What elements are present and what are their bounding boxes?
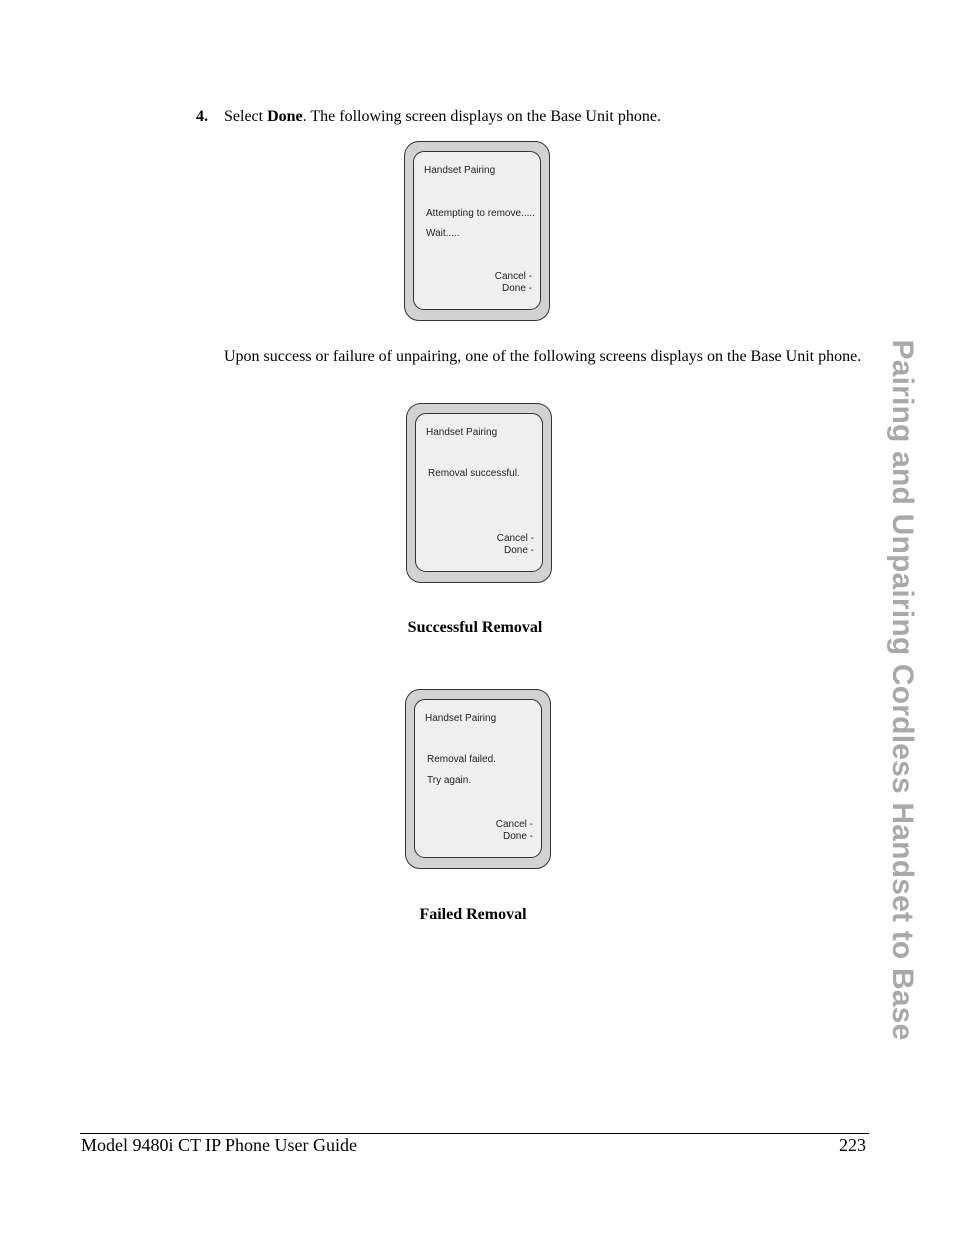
step-suffix: . The following screen displays on the Base Unit phone. bbox=[302, 108, 661, 125]
caption-failed-removal: Failed Removal bbox=[419, 906, 527, 923]
caption-successful-removal: Successful Removal bbox=[407, 619, 543, 636]
screen-line-2: Wait..... bbox=[426, 228, 460, 239]
footer-rule bbox=[80, 1133, 869, 1134]
screen-line-2: Try again. bbox=[427, 775, 472, 786]
footer-page-number: 223 bbox=[839, 1135, 866, 1155]
screen-line-1: Removal failed. bbox=[427, 754, 496, 765]
step-number: 4. bbox=[196, 108, 208, 125]
phone-display bbox=[413, 151, 541, 310]
phone-screen-successful bbox=[406, 403, 552, 583]
step-4 bbox=[196, 107, 661, 127]
step-prefix: Select bbox=[224, 108, 268, 125]
screen-title: Handset Pairing bbox=[426, 427, 498, 438]
phone-display bbox=[414, 699, 542, 858]
softkey-done: Done - bbox=[503, 544, 534, 556]
softkey-cancel: Cancel - bbox=[495, 819, 533, 830]
screen-line-1: Removal successful. bbox=[428, 468, 520, 479]
screen-line-1: Attempting to remove..... bbox=[426, 208, 535, 219]
softkey-done: Done - bbox=[502, 830, 533, 842]
softkey-cancel: Cancel - bbox=[494, 271, 532, 282]
phone-display bbox=[415, 413, 543, 572]
chapter-sidebar bbox=[884, 270, 920, 1110]
footer-guide-title: Model 9480i CT IP Phone User Guide bbox=[81, 1135, 357, 1155]
step-emphasis: Done bbox=[267, 108, 303, 125]
phone-screen-attempting bbox=[404, 141, 550, 321]
body-paragraph: Upon success or failure of unpairing, one of the following screens displays on the Base Unit phone. bbox=[224, 348, 862, 365]
softkeys bbox=[496, 819, 533, 842]
softkeys bbox=[495, 271, 532, 294]
softkey-done: Done - bbox=[501, 282, 532, 294]
softkeys bbox=[497, 533, 534, 556]
phone-screen-failed bbox=[405, 689, 551, 869]
screen-title: Handset Pairing bbox=[424, 165, 496, 176]
screen-title: Handset Pairing bbox=[425, 713, 497, 724]
chapter-sidebar-title: Pairing and Unpairing Cordless Handset to Base bbox=[886, 339, 919, 1041]
softkey-cancel: Cancel - bbox=[496, 533, 534, 544]
